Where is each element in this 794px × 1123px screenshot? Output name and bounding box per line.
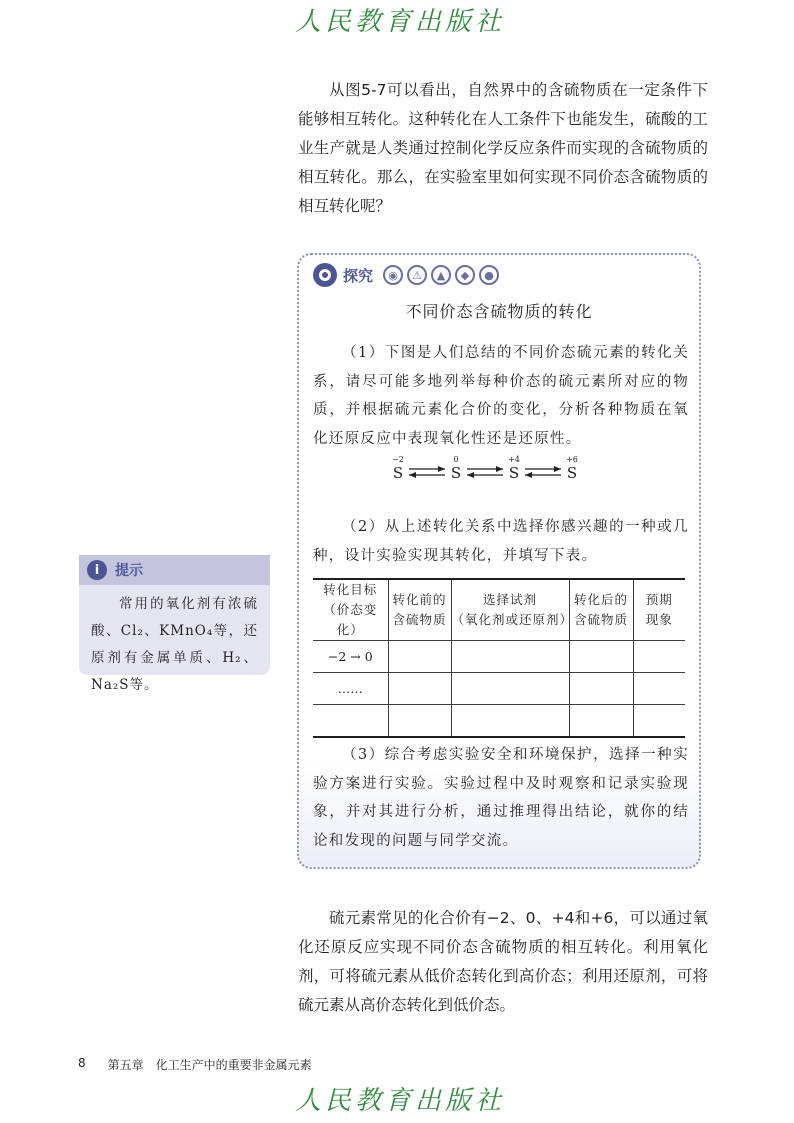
explore-header <box>313 261 503 289</box>
hint-text: 常用的氧化剂有浓硫酸、Cl₂、KMnO₄等，还原剂有金属单质、H₂、Na₂S等。 <box>91 596 258 693</box>
table-cell <box>633 705 685 738</box>
explore-step-1: （1）下图是人们总结的不同价态硫元素的转化关系，请尽可能多地列举每种价态的硫元素所对应的物质，并根据硫元素化合价的变化，分析各种物质在氧化还原反应中表现氧化性还是还原性。 <box>313 345 689 447</box>
table-header: 转化目标 （价态变化） <box>313 579 388 641</box>
table-cell <box>633 673 685 705</box>
explore-step-3: （3）综合考虑实验安全和环境保护，选择一种实验方案进行实验。实验过程中及时观察和记录实验现象，并对其进行分析，通过推理得出结论，就你的结论和发现的问题与同学交流。 <box>313 747 689 849</box>
page-number: 8 <box>78 1056 86 1070</box>
double-arrow-icon <box>465 465 505 479</box>
table-cell <box>388 673 451 705</box>
table-row <box>313 641 685 673</box>
table-header-row <box>313 579 685 641</box>
table-cell <box>451 673 569 705</box>
publisher-logo-top: 人民教育出版社 <box>294 7 505 37</box>
table-cell <box>569 641 633 673</box>
summary-paragraph: 硫元素常见的化合价有−2、0、+4和+6，可以通过氧化还原反应实现不同价态含硫物质的相互转化。利用氧化剂，可将硫元素从低价态转化到高价态；利用还原剂，可将硫元素从高价态转化到低价态。 <box>298 909 708 1014</box>
publisher-logo-bottom: 人民教育出版社 <box>294 1086 505 1116</box>
intro-paragraph: 从图5-7可以看出，自然界中的含硫物质在一定条件下能够相互转化。这种转化在人工条件下也能发生，硫酸的工业生产就是人类通过控制化学反应条件而实现的含硫物质的相互转化。那么，在实验室里如何实现不同价态含硫物质的相互转化呢？ <box>298 81 708 215</box>
table-cell <box>569 673 633 705</box>
table-cell <box>633 641 685 673</box>
info-icon: i <box>87 560 107 580</box>
table-row <box>313 673 685 705</box>
double-arrow-icon <box>407 465 447 479</box>
table-cell: −2 → 0 <box>313 641 388 673</box>
explore-box <box>297 253 701 869</box>
corrosive-icon: ◆ <box>455 265 475 285</box>
table-cell <box>313 705 388 738</box>
sulfur-conversion-diagram <box>389 455 578 482</box>
hand-wash-icon: ● <box>479 265 499 285</box>
table-cell <box>388 641 451 673</box>
table-cell <box>451 641 569 673</box>
table-header: 预期 现象 <box>633 579 685 641</box>
hint-label: 提示 <box>115 563 143 579</box>
explore-label: 探究 <box>343 266 374 285</box>
sulfur-state-1: −2 S <box>392 455 404 482</box>
sulfur-state-3: +4 S <box>508 455 520 482</box>
table-cell <box>451 705 569 738</box>
page-footer <box>78 1056 312 1073</box>
table-header: 转化后的 含硫物质 <box>569 579 633 641</box>
explore-badge-icon <box>313 263 337 287</box>
table-cell <box>388 705 451 738</box>
table-row <box>313 705 685 738</box>
warning-icon: ⚠ <box>407 265 427 285</box>
hint-header <box>79 555 270 585</box>
table-header: 转化前的 含硫物质 <box>388 579 451 641</box>
table-cell: …… <box>313 673 388 705</box>
table-header: 选择试剂 （氧化剂或还原剂） <box>451 579 569 641</box>
sulfur-state-4: +6 S <box>566 455 578 482</box>
goggles-icon: ◉ <box>383 265 403 285</box>
explore-title: 不同价态含硫物质的转化 <box>405 302 593 321</box>
flammable-icon: ▲ <box>431 265 451 285</box>
sulfur-state-2: 0 S <box>450 455 462 482</box>
hint-box <box>79 555 270 693</box>
table-cell <box>569 705 633 738</box>
chapter-title: 第五章 化工生产中的重要非金属元素 <box>107 1058 312 1072</box>
explore-step-2: （2）从上述转化关系中选择你感兴趣的一种或几种，设计实验实现其转化，并填写下表。 <box>313 519 689 564</box>
double-arrow-icon <box>523 465 563 479</box>
conversion-table <box>313 578 685 738</box>
